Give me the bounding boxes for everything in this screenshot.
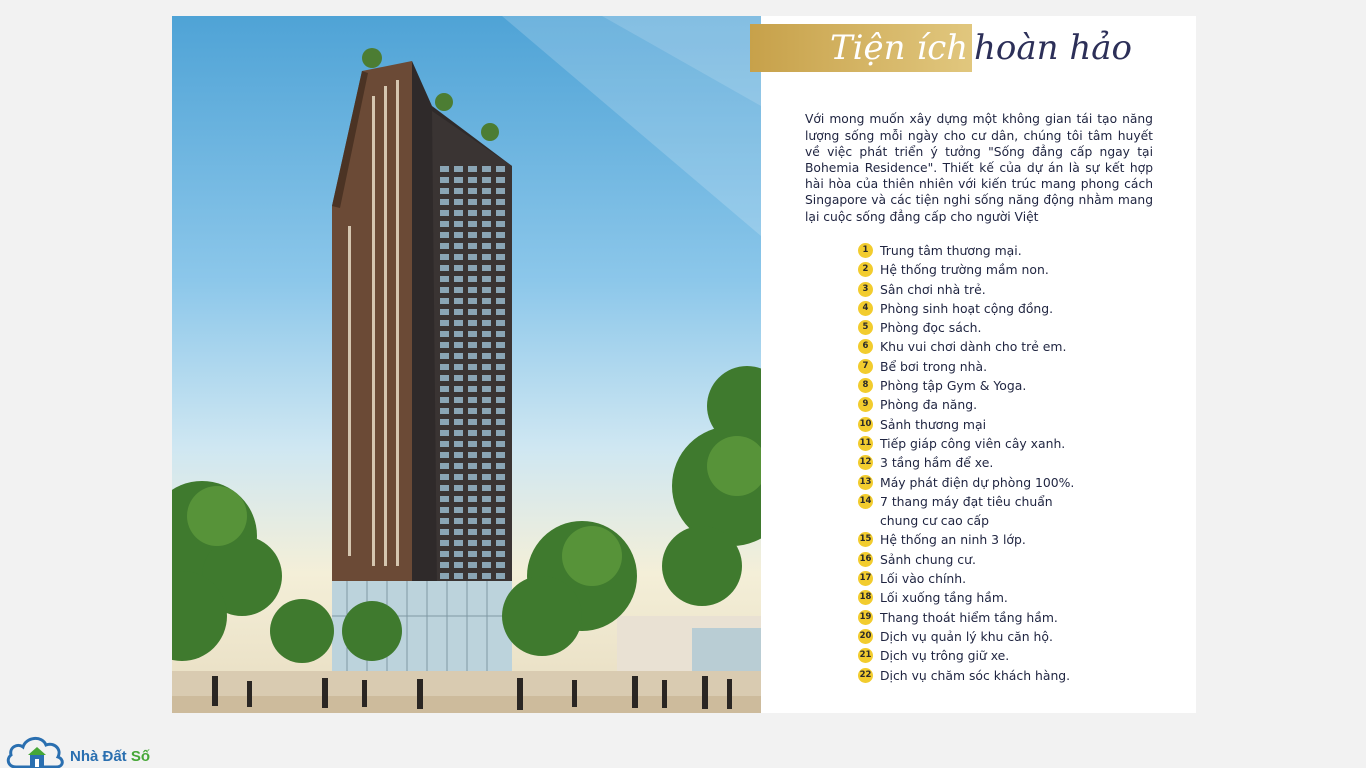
amenity-label: Sảnh chung cư.	[880, 551, 976, 567]
amenity-item	[858, 318, 1158, 337]
amenity-item	[858, 588, 1158, 607]
amenity-label: Lối vào chính.	[880, 571, 967, 587]
amenity-item	[858, 376, 1158, 395]
amenity-label: Phòng đa năng.	[880, 397, 978, 413]
amenity-item	[858, 530, 1158, 549]
amenity-label: Lối xuống tầng hầm.	[880, 590, 1008, 606]
amenity-label: Khu vui chơi dành cho trẻ em.	[880, 339, 1067, 355]
amenity-number-badge: 12	[858, 455, 873, 470]
amenity-number-badge: 2	[858, 262, 873, 277]
amenity-item	[858, 550, 1158, 569]
amenity-number-badge: 15	[858, 532, 873, 547]
amenity-label: Phòng sinh hoạt cộng đồng.	[880, 300, 1054, 316]
amenity-number-badge: 4	[858, 301, 873, 316]
amenity-item	[858, 415, 1158, 434]
amenity-label: Dịch vụ trông giữ xe.	[880, 648, 1010, 664]
amenity-item	[858, 453, 1158, 472]
amenity-label: 3 tầng hầm để xe.	[880, 455, 994, 471]
amenity-number-badge: 20	[858, 629, 873, 644]
title-highlight-text: Tiện ích	[830, 28, 969, 68]
amenity-label: Hệ thống trường mầm non.	[880, 262, 1049, 278]
amenity-number-badge: 17	[858, 571, 873, 586]
amenity-item	[858, 299, 1158, 318]
amenity-label: Dịch vụ chăm sóc khách hàng.	[880, 667, 1071, 683]
amenity-item	[858, 569, 1158, 588]
amenity-item	[858, 608, 1158, 627]
amenity-number-badge: 1	[858, 243, 873, 258]
amenity-label: Dịch vụ quản lý khu căn hộ.	[880, 628, 1053, 644]
amenity-label: 7 thang máy đạt tiêu chuẩn chung cư cao cấp	[880, 493, 1053, 529]
amenity-label: Sảnh thương mại	[880, 416, 987, 432]
amenity-item	[858, 627, 1158, 646]
amenity-item	[858, 260, 1158, 279]
amenity-number-badge: 18	[858, 590, 873, 605]
amenity-number-badge: 13	[858, 475, 873, 490]
cloud-house-icon	[6, 733, 68, 768]
amenities-list	[858, 241, 1158, 685]
amenity-number-badge: 6	[858, 339, 873, 354]
amenity-number-badge: 11	[858, 436, 873, 451]
amenity-number-badge: 19	[858, 610, 873, 625]
amenity-number-badge: 16	[858, 552, 873, 567]
amenity-item	[858, 434, 1158, 453]
amenity-label: Trung tâm thương mại.	[880, 243, 1022, 258]
amenity-item	[858, 357, 1158, 376]
amenity-number-badge: 21	[858, 648, 873, 663]
amenity-number-badge: 14	[858, 494, 873, 509]
amenity-number-badge: 8	[858, 378, 873, 393]
amenity-label: Bể bơi trong nhà.	[880, 358, 988, 374]
logo-suffix-text: Số	[130, 748, 151, 765]
amenity-item	[858, 280, 1158, 299]
amenity-label: Hệ thống an ninh 3 lớp.	[880, 532, 1026, 548]
amenity-item	[858, 666, 1158, 685]
amenity-number-badge: 9	[858, 397, 873, 412]
brochure-page	[172, 16, 1196, 713]
building-render-image	[172, 16, 761, 713]
amenity-label: Thang thoát hiểm tầng hầm.	[880, 609, 1058, 625]
section-title	[750, 24, 1150, 72]
amenity-number-badge: 22	[858, 668, 873, 683]
intro-paragraph: Với mong muốn xây dựng một không gian tái tạo năng lượng sống mỗi ngày cho cư dân, chúng tôi tâm huyết về việc phát triển ý tưởng "Sống đẳng cấp ngay tại Bohemia Residence". Thiết kế của dự án là sự kết hợp hài hòa của thiên nhiên với kiến trúc mang phong cách Singapore và các tiện nghi sống năng động nhằm mang lại cuộc sống đẳng cấp cho người Việt	[805, 112, 1153, 224]
amenity-item	[858, 337, 1158, 356]
amenity-label: Phòng đọc sách.	[880, 320, 982, 336]
amenity-item	[858, 492, 1158, 531]
title-rest-text: hoàn hảo	[974, 28, 1132, 68]
amenity-number-badge: 10	[858, 417, 873, 432]
amenity-label: Tiếp giáp công viên cây xanh.	[880, 435, 1066, 451]
site-logo	[6, 733, 166, 768]
logo-name-text: Nhà Đất	[70, 748, 131, 765]
amenity-label: Sân chơi nhà trẻ.	[880, 281, 986, 297]
amenity-item	[858, 646, 1158, 665]
amenity-item	[858, 241, 1158, 260]
amenity-item	[858, 473, 1158, 492]
amenity-number-badge: 5	[858, 320, 873, 335]
amenity-item	[858, 395, 1158, 414]
tower-illustration	[172, 16, 761, 713]
logo-wordmark	[70, 748, 150, 765]
amenity-number-badge: 3	[858, 282, 873, 297]
amenity-label: Máy phát điện dự phòng 100%.	[880, 474, 1075, 490]
amenity-number-badge: 7	[858, 359, 873, 374]
amenity-label: Phòng tập Gym & Yoga.	[880, 378, 1027, 394]
